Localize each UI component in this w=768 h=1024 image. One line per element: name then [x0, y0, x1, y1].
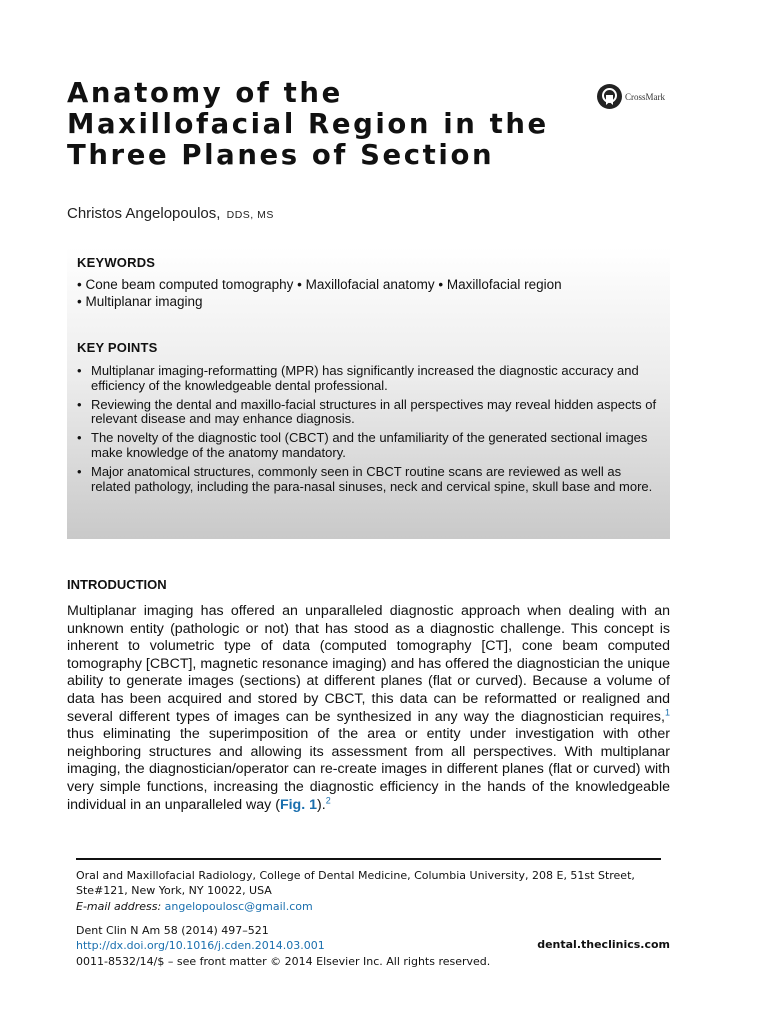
keywords-list: [77, 276, 660, 310]
keywords-heading: KEYWORDS: [77, 255, 156, 270]
crossmark-label: CrossMark: [625, 91, 665, 102]
title-line: Anatomy of the: [67, 77, 343, 109]
author-line: [67, 205, 274, 222]
affiliation-block: [76, 868, 671, 914]
email-label: E-mail address:: [76, 899, 162, 913]
crossmark-badge[interactable]: [597, 84, 665, 109]
author-credentials: DDS, MS: [226, 209, 274, 221]
crossmark-icon: [597, 84, 622, 109]
doi-link[interactable]: http://dx.doi.org/10.1016/j.cden.2014.03.001: [76, 939, 325, 953]
copyright-line: 0011-8532/14/$ – see front matter © 2014 Elsevier Inc. All rights reserved.: [76, 954, 491, 968]
email-line: [76, 899, 671, 914]
key-point-item: • Major anatomical structures, commonly seen in CBCT routine scans are reviewed as well as related pathology, including the para-nasal sinuses, neck and cervical spine, skull base and more.: [77, 465, 661, 495]
keywords-line: • Multiplanar imaging: [77, 294, 203, 309]
introduction-paragraph: [67, 603, 670, 814]
title-line: Three Planes of Section: [67, 139, 495, 171]
key-point-item: • The novelty of the diagnostic tool (CBCT) and the unfamiliarity of the generated sectional images make knowledge of the anatomy mandatory.: [77, 431, 661, 461]
reference-link[interactable]: 1: [664, 706, 670, 717]
keywords-keypoints-box: [67, 247, 670, 539]
author-name: Christos Angelopoulos,: [67, 205, 221, 222]
intro-text: thus eliminating the superimposition of the area or entity under investigation with other neighboring structures and allowing its assessment from all perspectives. With multiplanar imaging, the diagnostician/operator can re-create images in different planes (flat or curved) with very simple functions, increasing the diagnostic efficiency in the hands of the knowledgeable individual in an unparalleled way (: [67, 726, 670, 813]
email-link[interactable]: angelopoulosc@gmail.com: [164, 899, 313, 913]
journal-citation: Dent Clin N Am 58 (2014) 497–521: [76, 924, 269, 937]
title-line: Maxillofacial Region in the: [67, 108, 549, 140]
keywords-line: • Cone beam computed tomography • Maxillofacial anatomy • Maxillofacial region: [77, 277, 562, 292]
footer-divider: [76, 858, 661, 860]
intro-text: Multiplanar imaging has offered an unparalleled diagnostic approach when dealing with an unknown entity (pathologic or not) that has stood as a diagnostic challenge. This concept is inherent to volumetric type of data (computed tomography [CT], cone beam computed tomography [CBCT], magnetic resonance imaging) and has offered the diagnostician the unique ability to generate images (sections) at different planes (flat or curved). Because a volume of data has been acquired and stored by CBCT, this data can be reformatted or realigned and several different types of images can be synthesized in any way the diagnostician requires,: [67, 603, 670, 725]
key-points-list: [77, 364, 660, 494]
journal-website[interactable]: dental.theclinics.com: [537, 938, 670, 951]
intro-text: ).: [317, 796, 326, 813]
key-point-item: • Multiplanar imaging-reformatting (MPR) has significantly increased the diagnostic accuracy and efficiency of the knowledgeable dental professional.: [77, 364, 661, 394]
key-point-item: • Reviewing the dental and maxillo-facial structures in all perspectives may reveal hidden aspects of relevant disease and may enhance diagnosis.: [77, 398, 661, 428]
figure-link[interactable]: Fig. 1: [279, 796, 318, 813]
reference-link[interactable]: 2: [325, 794, 331, 805]
affiliation-text: Oral and Maxillofacial Radiology, College of Dental Medicine, Columbia University, 208 E, 51st Street, Ste#121, New York, NY 10022, USA: [76, 869, 635, 898]
introduction-heading: INTRODUCTION: [67, 577, 167, 592]
article-title: [67, 78, 587, 171]
key-points-heading: KEY POINTS: [77, 340, 158, 355]
